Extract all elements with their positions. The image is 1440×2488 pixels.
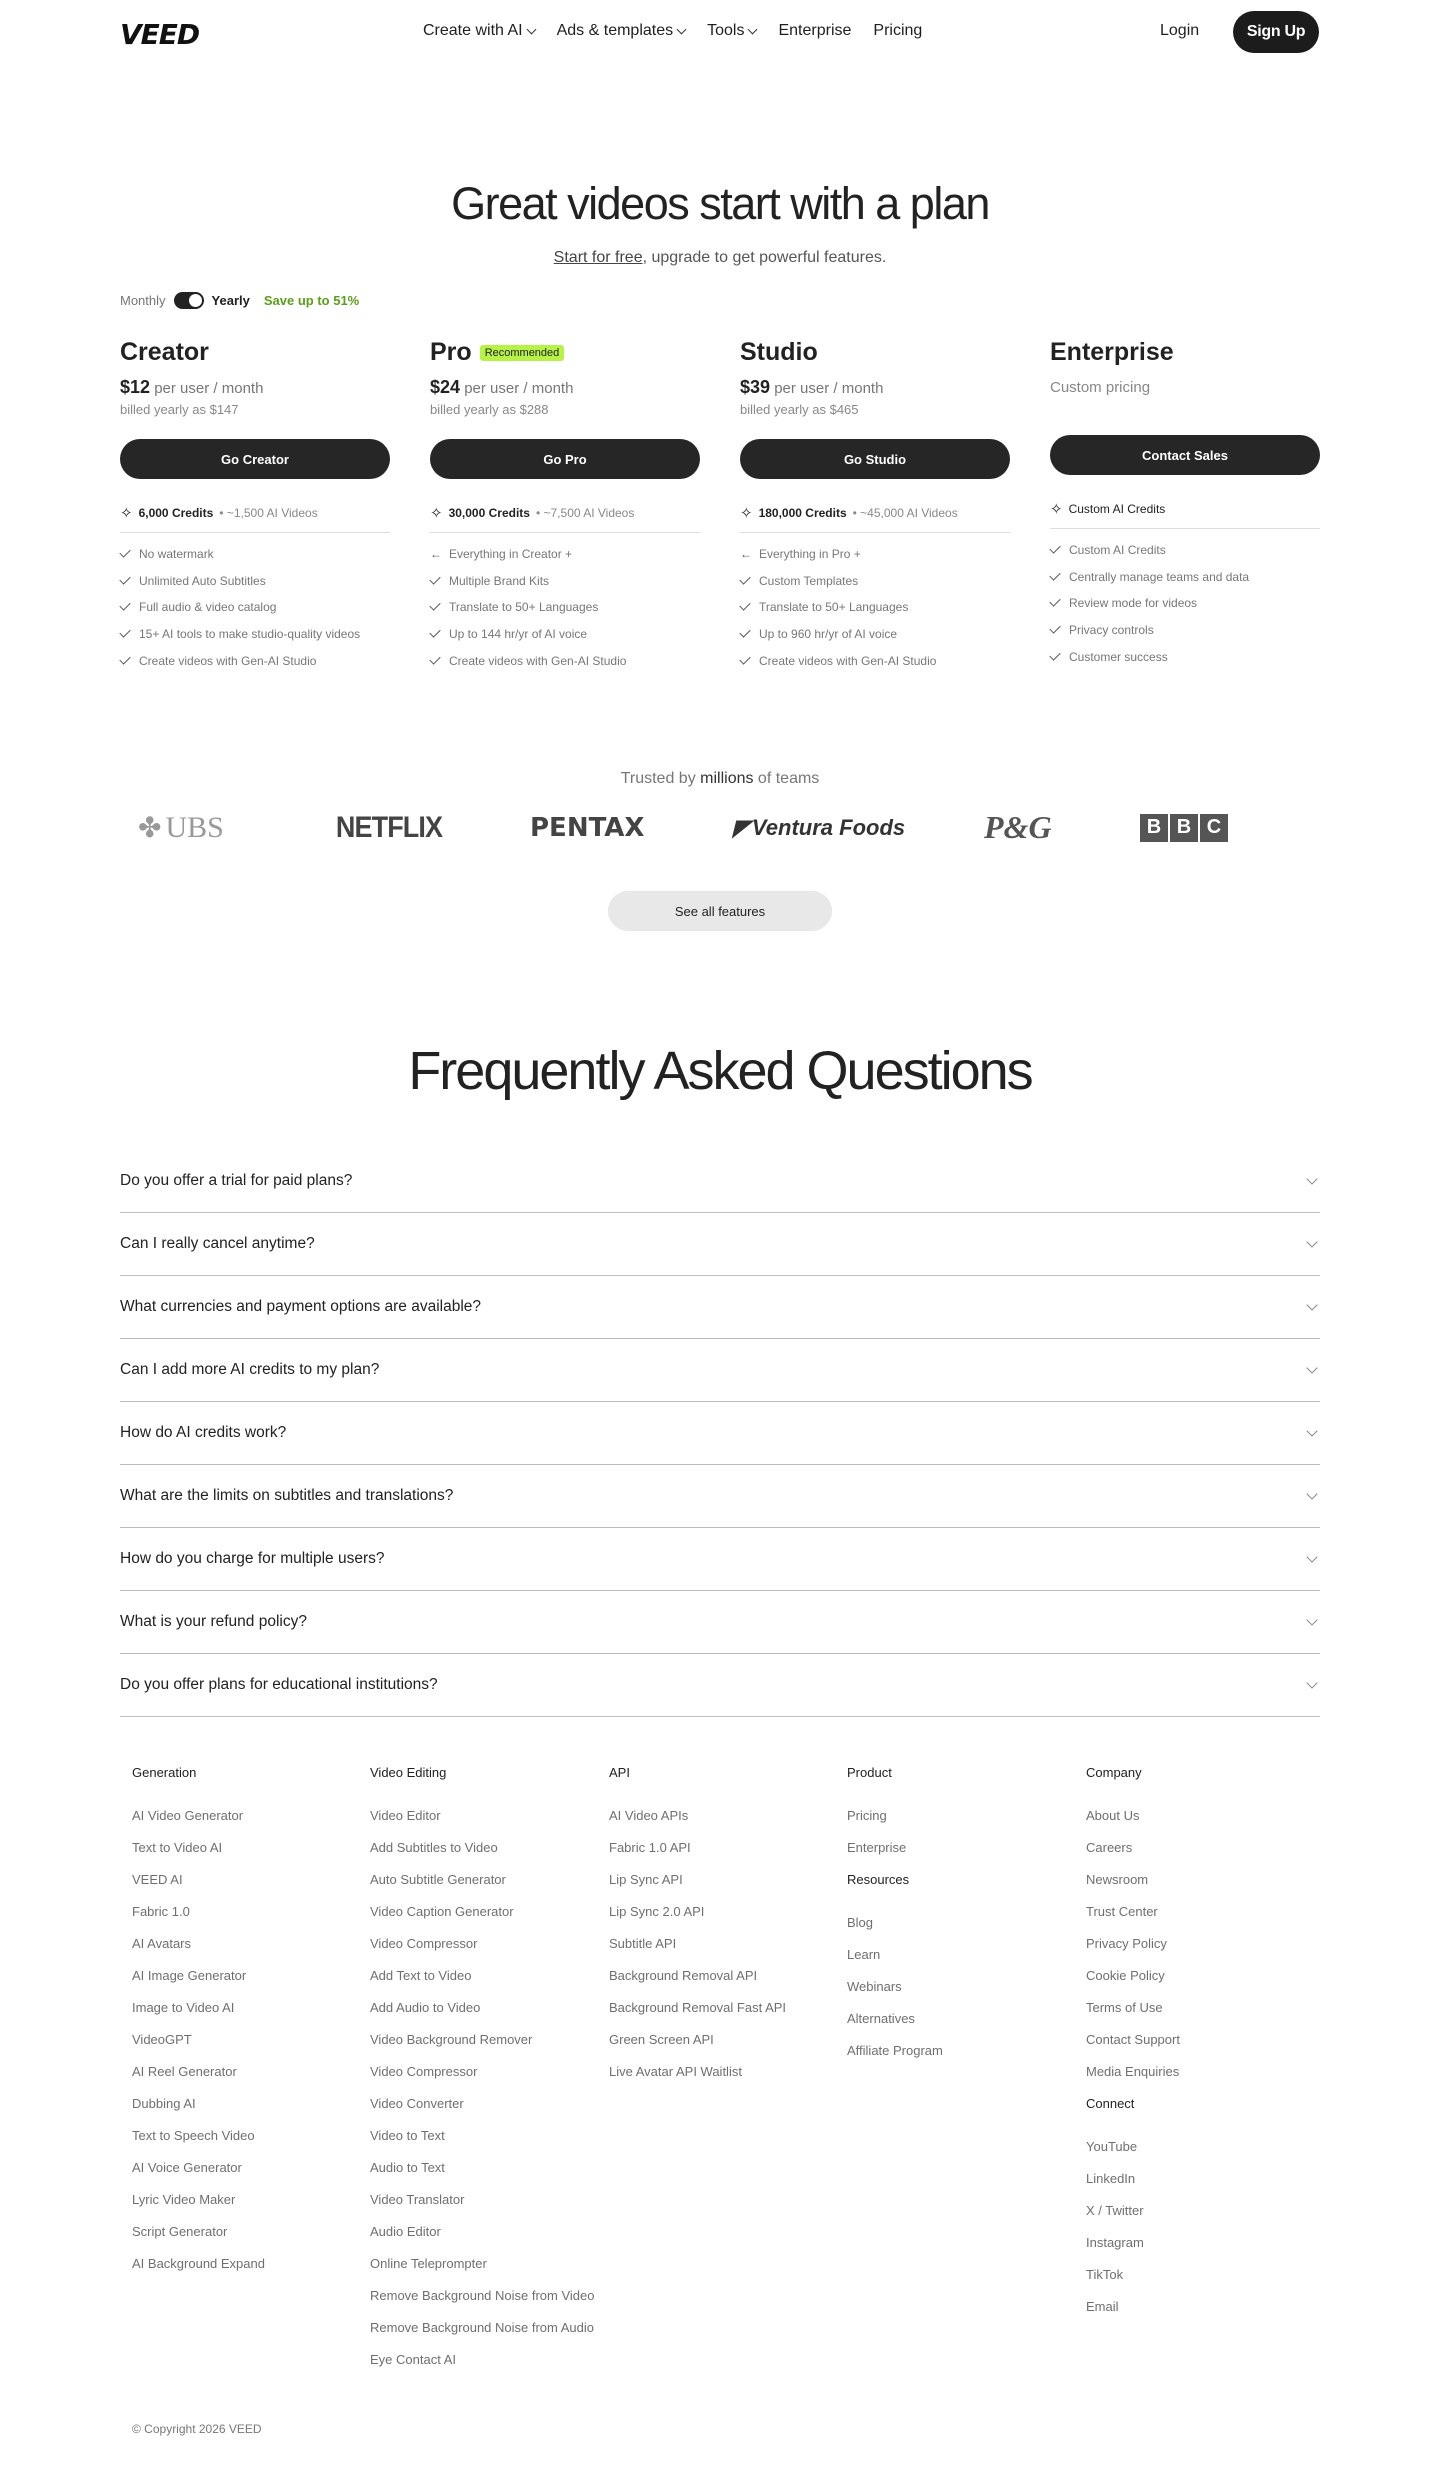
netflix-logo: NETFLIX xyxy=(335,810,443,844)
feature-item: Full audio & video catalog xyxy=(120,594,390,621)
faq-title: Frequently Asked Questions xyxy=(408,1041,1032,1101)
feature-item: Translate to 50+ Languages xyxy=(740,594,1010,621)
feature-item: Privacy controls xyxy=(1050,617,1320,644)
plan-card-studio xyxy=(740,338,1010,668)
footer-link[interactable]: Background Removal Fast API xyxy=(609,2000,787,2015)
check-icon xyxy=(739,573,750,584)
faq-item[interactable]: Can I add more AI credits to my plan? xyxy=(120,1339,1320,1402)
footer-link[interactable]: AI Video Generator xyxy=(132,1808,244,1823)
plan-credits: ✧ 6,000 Credits • ~1,500 AI Videos xyxy=(120,504,390,533)
check-icon xyxy=(1049,543,1060,554)
footer-link[interactable]: Add Audio to Video xyxy=(370,2000,481,2015)
feature-item: Unlimited Auto Subtitles xyxy=(120,568,390,595)
faq-list xyxy=(120,1150,1320,1717)
trusted-by-text: Trusted by millions of teams xyxy=(620,770,820,787)
plan-billed: billed yearly as $288 xyxy=(430,402,549,417)
see-all-features-button[interactable]: See all features xyxy=(608,891,832,931)
footer-link[interactable]: About Us xyxy=(1086,1808,1140,1823)
footer-link[interactable]: Trust Center xyxy=(1086,1904,1158,1919)
check-icon xyxy=(429,626,440,637)
signup-button[interactable]: Sign Up xyxy=(1233,11,1319,53)
footer-links xyxy=(1086,2139,1316,2315)
plan-billed: billed yearly as $147 xyxy=(120,402,239,417)
feature-item: Custom Templates xyxy=(740,568,1010,595)
footer-links xyxy=(609,1808,839,2080)
footer-link[interactable]: AI Avatars xyxy=(132,1936,192,1951)
footer-link[interactable]: Video Translator xyxy=(370,2192,465,2207)
footer-link[interactable]: VEED AI xyxy=(132,1872,183,1887)
check-icon xyxy=(429,573,440,584)
footer-link[interactable]: Blog xyxy=(847,1915,874,1930)
footer-link[interactable]: Add Subtitles to Video xyxy=(370,1840,498,1855)
feature-item: ← Everything in Pro + xyxy=(740,547,861,562)
footer-link[interactable]: Video Compressor xyxy=(370,1936,478,1951)
plan-name: Pro Recommended xyxy=(430,338,700,367)
feature-item: Create videos with Gen-AI Studio xyxy=(120,647,390,674)
pentax-logo: PENTAX xyxy=(530,812,645,843)
footer-link[interactable]: Video Compressor xyxy=(370,2064,478,2079)
footer-link[interactable]: Online Teleprompter xyxy=(370,2256,487,2271)
feature-item: Up to 144 hr/yr of AI voice xyxy=(430,621,700,648)
chevron-down-icon xyxy=(677,24,687,34)
feature-item: Multiple Brand Kits xyxy=(430,568,700,595)
footer-link[interactable]: LinkedIn xyxy=(1086,2171,1136,2186)
footer-link[interactable]: Auto Subtitle Generator xyxy=(370,1872,506,1887)
footer-link[interactable]: Text to Speech Video xyxy=(132,2128,255,2143)
plan-credits: ✧ Custom AI Credits xyxy=(1050,500,1320,529)
footer-link[interactable]: Newsroom xyxy=(1086,1872,1149,1887)
footer-heading: API xyxy=(609,1765,630,1780)
ubs-logo: ✤ UBS xyxy=(138,810,224,844)
check-icon xyxy=(1049,596,1060,607)
feature-item: Create videos with Gen-AI Studio xyxy=(740,647,1010,674)
check-icon xyxy=(119,547,130,558)
footer-col-company xyxy=(1086,1765,1316,2331)
go-creator-button[interactable]: Go Creator xyxy=(120,439,390,479)
plan-price: $39 per user / month xyxy=(740,377,884,397)
nav-create-with-ai[interactable]: Create with AI xyxy=(423,22,535,40)
ventura-foods-logo: ◤ Ventura Foods xyxy=(733,814,906,840)
footer-link[interactable]: VideoGPT xyxy=(132,2032,192,2047)
page-title: Great videos start with a plan xyxy=(451,178,989,229)
footer-links xyxy=(1086,1808,1316,2080)
feature-item: Customer success xyxy=(1050,643,1320,670)
billing-toggle xyxy=(120,292,359,309)
plan-billed: billed yearly as $465 xyxy=(740,402,859,417)
sparkle-icon: ✧ xyxy=(430,505,443,522)
plan-card-pro xyxy=(430,338,700,668)
plan-name: Creator xyxy=(120,338,209,366)
footer-link[interactable]: Instagram xyxy=(1086,2235,1144,2250)
sparkle-icon: ✧ xyxy=(1050,501,1063,518)
chevron-down-icon xyxy=(1306,1362,1317,1373)
chevron-down-icon xyxy=(1306,1236,1317,1247)
footer-links xyxy=(847,1915,1077,2059)
footer-link[interactable]: Fabric 1.0 API xyxy=(609,1840,691,1855)
footer-col-generation xyxy=(132,1765,362,2288)
feature-item: Review mode for videos xyxy=(1050,590,1320,617)
check-icon xyxy=(739,653,750,664)
footer-link[interactable]: Media Enquiries xyxy=(1086,2064,1180,2079)
faq-item[interactable]: How do you charge for multiple users? xyxy=(120,1528,1320,1591)
nav-enterprise[interactable]: Enterprise xyxy=(778,22,852,39)
feature-item: Create videos with Gen-AI Studio xyxy=(430,647,700,674)
check-icon xyxy=(1049,622,1060,633)
check-icon xyxy=(119,653,130,664)
veed-logo[interactable]: VEED xyxy=(120,18,200,51)
footer-link[interactable]: Email xyxy=(1086,2299,1119,2314)
footer-link[interactable]: Contact Support xyxy=(1086,2032,1180,2047)
footer-heading: Product xyxy=(847,1765,892,1780)
footer-col-product xyxy=(847,1765,1077,2075)
footer-link[interactable]: Privacy Policy xyxy=(1086,1936,1167,1951)
check-icon xyxy=(1049,569,1060,580)
nav-ads-templates[interactable]: Ads & templates xyxy=(557,22,686,40)
footer-link[interactable]: YouTube xyxy=(1086,2139,1138,2154)
footer-link[interactable]: Lyric Video Maker xyxy=(132,2192,236,2207)
footer-link[interactable]: Eye Contact AI xyxy=(370,2352,456,2367)
faq-item[interactable]: How do AI credits work? xyxy=(120,1402,1320,1465)
go-pro-button[interactable]: Go Pro xyxy=(430,439,700,479)
check-icon xyxy=(429,653,440,664)
footer-link[interactable]: Image to Video AI xyxy=(132,2000,235,2015)
plan-name: Enterprise xyxy=(1050,338,1174,366)
faq-item[interactable]: What are the limits on subtitles and translations? xyxy=(120,1465,1320,1528)
plan-credits: ✧ 30,000 Credits • ~7,500 AI Videos xyxy=(430,504,700,533)
plan-features xyxy=(1050,537,1320,670)
footer-links xyxy=(847,1808,1077,1856)
plan-card-creator xyxy=(120,338,390,668)
check-icon xyxy=(739,626,750,637)
footer-heading: Resources xyxy=(847,1872,910,1887)
plan-price: $24 per user / month xyxy=(430,377,574,397)
plan-card-enterprise xyxy=(1050,338,1320,664)
top-nav xyxy=(0,0,1440,64)
recommended-badge: Recommended xyxy=(480,345,565,361)
sparkle-icon: ✧ xyxy=(740,505,753,522)
chevron-down-icon xyxy=(1306,1677,1317,1688)
login-link[interactable]: Login xyxy=(1160,22,1200,39)
plan-features xyxy=(740,541,1010,674)
footer-link[interactable]: Live Avatar API Waitlist xyxy=(609,2064,742,2079)
faq-item[interactable]: Do you offer a trial for paid plans? xyxy=(120,1150,1320,1213)
footer-link[interactable]: AI Voice Generator xyxy=(132,2160,242,2175)
footer-heading: Video Editing xyxy=(370,1765,447,1780)
footer-link[interactable]: AI Reel Generator xyxy=(132,2064,237,2079)
nav-links xyxy=(423,22,922,40)
ubs-keys-icon: ✤ xyxy=(138,812,162,844)
footer-link[interactable]: Video Editor xyxy=(370,1808,441,1823)
footer-link[interactable]: TikTok xyxy=(1086,2267,1124,2282)
footer-link[interactable]: Video Converter xyxy=(370,2096,464,2111)
copyright: © Copyright 2026 VEED xyxy=(132,2422,262,2436)
chevron-down-icon xyxy=(1306,1173,1317,1184)
nav-tools[interactable]: Tools xyxy=(707,22,756,40)
chevron-down-icon xyxy=(1306,1299,1317,1310)
chevron-down-icon xyxy=(1306,1614,1317,1625)
yearly-label[interactable]: Yearly xyxy=(211,293,250,308)
check-icon xyxy=(429,600,440,611)
chevron-down-icon xyxy=(526,24,536,34)
footer-links xyxy=(370,1808,600,2368)
sparkle-icon: ✧ xyxy=(120,505,133,522)
faq-item[interactable]: Do you offer plans for educational institutions? xyxy=(120,1654,1320,1717)
footer-link[interactable]: Background Removal API xyxy=(609,1968,758,1983)
go-studio-button[interactable]: Go Studio xyxy=(740,439,1010,479)
footer-link[interactable]: Learn xyxy=(847,1947,881,1962)
nav-pricing[interactable]: Pricing xyxy=(873,22,923,39)
plan-credits: ✧ 180,000 Credits • ~45,000 AI Videos xyxy=(740,504,1010,533)
footer-links xyxy=(132,1808,362,2272)
check-icon xyxy=(119,626,130,637)
footer-link[interactable]: Video Caption Generator xyxy=(370,1904,514,1919)
page-subtitle: Start for free, upgrade to get powerful features. xyxy=(553,249,887,266)
arrow-left-icon: ← xyxy=(430,547,442,562)
footer-link[interactable]: Text to Video AI xyxy=(132,1840,223,1855)
footer-link[interactable]: Audio to Text xyxy=(370,2160,445,2175)
footer-link[interactable]: Cookie Policy xyxy=(1086,1968,1165,1983)
plan-features xyxy=(120,541,390,674)
faq-item[interactable]: What currencies and payment options are available? xyxy=(120,1276,1320,1339)
feature-item: No watermark xyxy=(120,541,390,568)
plan-name: Studio xyxy=(740,338,818,366)
footer-link[interactable]: Lip Sync 2.0 API xyxy=(609,1904,705,1919)
footer-heading: Connect xyxy=(1086,2096,1135,2111)
footer-link[interactable]: Green Screen API xyxy=(609,2032,714,2047)
custom-pricing: Custom pricing xyxy=(1050,379,1151,396)
footer-link[interactable]: AI Image Generator xyxy=(132,1968,247,1983)
chevron-down-icon xyxy=(1306,1488,1317,1499)
footer-link[interactable]: AI Background Expand xyxy=(132,2256,265,2271)
footer-heading: Company xyxy=(1086,1765,1142,1780)
billing-switch[interactable] xyxy=(174,292,204,309)
contact-sales-button[interactable]: Contact Sales xyxy=(1050,435,1320,475)
chevron-down-icon xyxy=(1306,1551,1317,1562)
footer-link[interactable]: Affiliate Program xyxy=(847,2043,943,2058)
footer-link[interactable]: Remove Background Noise from Video xyxy=(370,2288,595,2303)
feature-item: 15+ AI tools to make studio-quality videos xyxy=(120,621,390,648)
monthly-label[interactable]: Monthly xyxy=(120,293,166,308)
footer-link[interactable]: Dubbing AI xyxy=(132,2096,196,2111)
footer-link[interactable]: AI Video APIs xyxy=(609,1808,689,1823)
plan-price: $12 per user / month xyxy=(120,377,264,397)
check-icon xyxy=(119,600,130,611)
pg-logo: P&G xyxy=(984,809,1052,845)
arrow-left-icon: ← xyxy=(740,547,752,562)
footer-link[interactable]: Video Background Remover xyxy=(370,2032,533,2047)
footer-link[interactable]: Webinars xyxy=(847,1979,902,1994)
brand-logos xyxy=(0,805,1440,855)
footer-link[interactable]: Enterprise xyxy=(847,1840,907,1855)
start-free-link[interactable]: Start for free xyxy=(553,249,643,266)
save-badge: Save up to 51% xyxy=(263,293,360,308)
check-icon xyxy=(1049,649,1060,660)
feature-item: Centrally manage teams and data xyxy=(1050,564,1320,591)
bbc-logo: B B C xyxy=(1140,805,1228,850)
chevron-down-icon xyxy=(748,24,758,34)
footer-link[interactable]: Audio Editor xyxy=(370,2224,441,2239)
check-icon xyxy=(739,600,750,611)
feature-item: Custom AI Credits xyxy=(1050,537,1320,564)
plan-features xyxy=(430,541,700,674)
feature-item: Translate to 50+ Languages xyxy=(430,594,700,621)
faq-item[interactable]: Can I really cancel anytime? xyxy=(120,1213,1320,1276)
footer-link[interactable]: Careers xyxy=(1086,1840,1133,1855)
footer-link[interactable]: Fabric 1.0 xyxy=(132,1904,190,1919)
footer-heading: Generation xyxy=(132,1765,197,1780)
footer-link[interactable]: Lip Sync API xyxy=(609,1872,683,1887)
footer-link[interactable]: Subtitle API xyxy=(609,1936,677,1951)
footer-link[interactable]: Add Text to Video xyxy=(370,1968,472,1983)
footer-link[interactable]: X / Twitter xyxy=(1086,2203,1144,2218)
footer-link[interactable]: Pricing xyxy=(847,1808,887,1823)
faq-item[interactable]: What is your refund policy? xyxy=(120,1591,1320,1654)
ventura-mark-icon: ◤ xyxy=(733,814,750,840)
check-icon xyxy=(119,573,130,584)
feature-item: ← Everything in Creator + xyxy=(430,547,573,562)
footer-link[interactable]: Terms of Use xyxy=(1086,2000,1163,2015)
footer-link[interactable]: Alternatives xyxy=(847,2011,915,2026)
chevron-down-icon xyxy=(1306,1425,1317,1436)
footer-col-api xyxy=(609,1765,839,2096)
feature-item: Up to 960 hr/yr of AI voice xyxy=(740,621,1010,648)
footer-col-video-editing xyxy=(370,1765,600,2384)
footer-link[interactable]: Remove Background Noise from Audio xyxy=(370,2320,595,2335)
footer-link[interactable]: Video to Text xyxy=(370,2128,445,2143)
footer-link[interactable]: Script Generator xyxy=(132,2224,228,2239)
